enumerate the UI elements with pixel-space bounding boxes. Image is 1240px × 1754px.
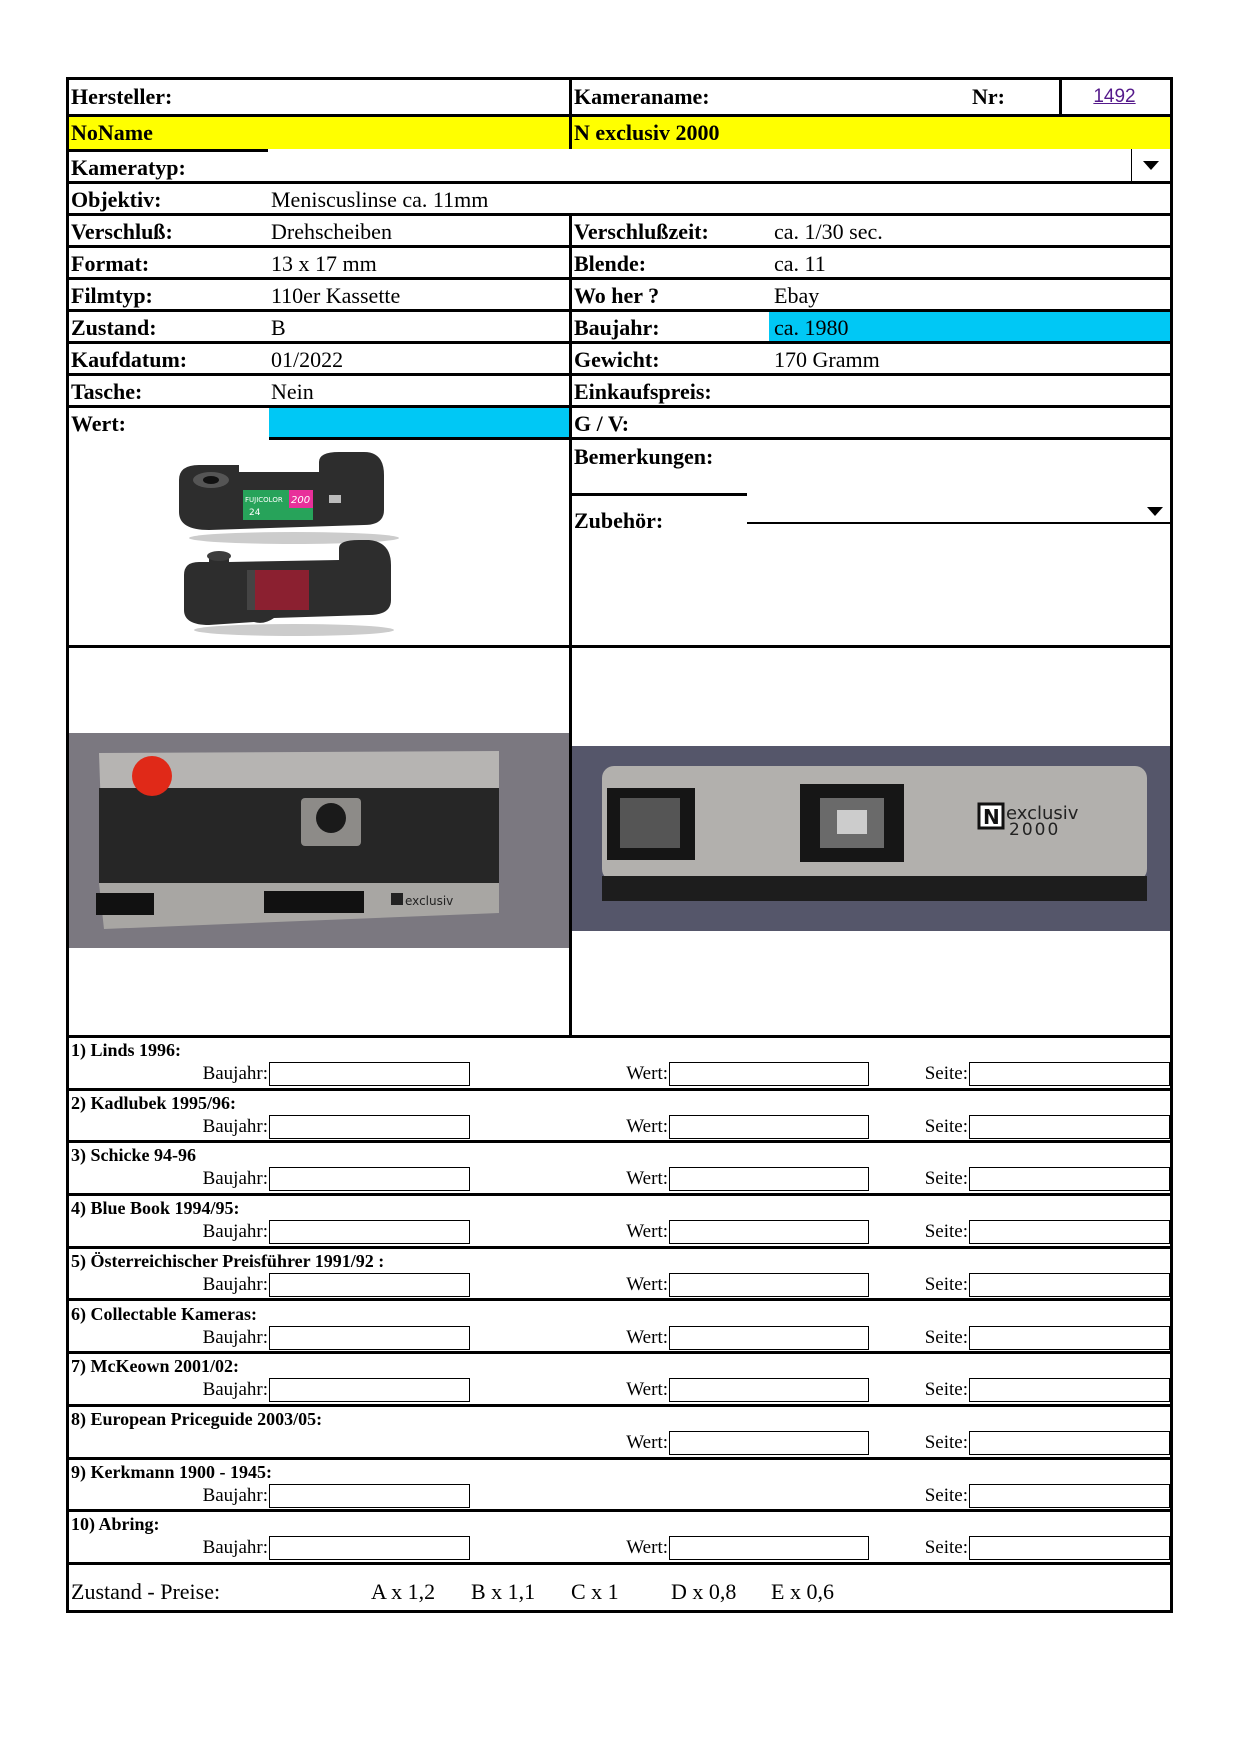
price-guide-row: [69, 1354, 1170, 1407]
seite-label: Seite:: [924, 1379, 968, 1401]
price-guide-row: [69, 1249, 1170, 1302]
price-factor-c: C x 1: [571, 1579, 619, 1604]
price-guide-title: 9) Kerkmann 1900 - 1945:: [71, 1461, 272, 1482]
baujahr-input[interactable]: [269, 1378, 470, 1402]
header-label-row: [69, 80, 1170, 117]
price-factor-e: E x 0,6: [771, 1579, 834, 1604]
header-value-row: [69, 117, 1170, 149]
wert-label: Wert:: [626, 1431, 668, 1453]
camera-top-photo: [69, 733, 569, 948]
nr-cell: [1059, 80, 1167, 117]
objektiv-label: Objektiv:: [71, 187, 162, 212]
zustand-label: Zustand:: [71, 315, 157, 340]
kameratyp-row: [69, 149, 1170, 184]
price-guide-title: 8) European Priceguide 2003/05:: [71, 1408, 323, 1429]
price-guide-row: [69, 1302, 1170, 1355]
film-speed-text: 200: [291, 495, 311, 506]
price-guide-row: [69, 1460, 1170, 1513]
camera-front-photo: [572, 746, 1170, 931]
price-factor-a: A x 1,2: [371, 1579, 436, 1604]
baujahr-input[interactable]: [269, 1220, 470, 1244]
film-count-text: 24: [249, 508, 261, 518]
kaufdatum-row: [69, 344, 1170, 376]
gv-label: G / V:: [574, 411, 630, 436]
baujahr-label: Baujahr:: [202, 1221, 268, 1243]
wert-label: Wert:: [626, 1273, 668, 1295]
wert-input[interactable]: [669, 1431, 869, 1455]
seite-label: Seite:: [924, 1484, 968, 1506]
wert-input[interactable]: [669, 1273, 869, 1297]
seite-input[interactable]: [969, 1326, 1170, 1350]
price-guide-row: [69, 1407, 1170, 1460]
upper-content-area: [69, 440, 1170, 648]
format-label: Format:: [71, 251, 150, 276]
wert-input[interactable]: [669, 1062, 869, 1086]
verschluss-row: [69, 216, 1170, 248]
format-value: 13 x 17 mm: [271, 251, 377, 276]
price-guide-row: [69, 1143, 1170, 1196]
kaufdatum-value: 01/2022: [271, 347, 344, 372]
nr-label: Nr:: [972, 84, 1005, 109]
objektiv-row: [69, 184, 1170, 216]
tasche-row: [69, 376, 1170, 408]
wert-input[interactable]: [669, 1220, 869, 1244]
camera-model-text: 2000: [1009, 820, 1061, 840]
zustand-row: [69, 312, 1170, 344]
camera-logo-letter: N: [983, 805, 1000, 829]
price-guide-title: 4) Blue Book 1994/95:: [71, 1198, 240, 1219]
chevron-down-icon: [1143, 161, 1159, 170]
camera-record-sheet: [66, 77, 1173, 1613]
seite-input[interactable]: [969, 1273, 1170, 1297]
baujahr-label: Baujahr:: [202, 1537, 268, 1559]
gewicht-label: Gewicht:: [574, 347, 660, 372]
price-guide-title: 5) Österreichischer Preisführer 1991/92 :: [71, 1250, 385, 1271]
kameratyp-dropdown[interactable]: [1131, 149, 1171, 181]
gewicht-value: 170 Gramm: [774, 347, 880, 372]
price-guide-title: 7) McKeown 2001/02:: [71, 1356, 239, 1377]
kameraname-label: Kameraname:: [574, 84, 710, 109]
baujahr-input[interactable]: [269, 1484, 470, 1508]
baujahr-label: Baujahr:: [202, 1484, 268, 1506]
price-guide-title: 3) Schicke 94-96: [71, 1145, 196, 1166]
kameratyp-label: Kameratyp:: [71, 155, 186, 180]
wert-label: Wert:: [626, 1326, 668, 1348]
wert-input[interactable]: [669, 1378, 869, 1402]
tasche-value: Nein: [271, 379, 314, 404]
baujahr-label: Baujahr:: [202, 1168, 268, 1190]
seite-input[interactable]: [969, 1220, 1170, 1244]
zustand-value: B: [271, 315, 286, 340]
baujahr-input[interactable]: [269, 1326, 470, 1350]
seite-input[interactable]: [969, 1062, 1170, 1086]
filmtyp-value: 110er Kassette: [271, 283, 401, 308]
price-factor-b: B x 1,1: [471, 1579, 536, 1604]
baujahr-input[interactable]: [269, 1273, 470, 1297]
seite-input[interactable]: [969, 1484, 1170, 1508]
seite-label: Seite:: [924, 1431, 968, 1453]
format-row: [69, 248, 1170, 280]
wert-label: Wert:: [626, 1221, 668, 1243]
seite-input[interactable]: [969, 1536, 1170, 1560]
baujahr-value: ca. 1980: [774, 315, 849, 340]
baujahr-label: Baujahr:: [202, 1273, 268, 1295]
hersteller-label: Hersteller:: [71, 84, 173, 109]
zustand-preise-label: Zustand - Preise:: [71, 1579, 221, 1604]
wert-label: Wert:: [626, 1379, 668, 1401]
seite-input[interactable]: [969, 1378, 1170, 1402]
baujahr-label: Baujahr:: [202, 1326, 268, 1348]
seite-label: Seite:: [924, 1273, 968, 1295]
seite-input[interactable]: [969, 1167, 1170, 1191]
bemerkungen-label: Bemerkungen:: [574, 444, 714, 469]
wert-label: Wert:: [626, 1168, 668, 1190]
wert-label: Wert:: [626, 1115, 668, 1137]
wert-label: Wert:: [626, 1537, 668, 1559]
footer-row: [69, 1577, 1170, 1610]
baujahr-input[interactable]: [269, 1536, 470, 1560]
wert-label: Wert:: [71, 411, 126, 436]
einkaufspreis-label: Einkaufspreis:: [574, 379, 712, 404]
chevron-down-icon[interactable]: [1147, 507, 1163, 516]
zubehoer-dropdown[interactable]: [747, 522, 1170, 524]
wert-row: [69, 408, 1170, 440]
camera-brand-text: exclusiv: [405, 894, 454, 908]
baujahr-label: Baujahr:: [202, 1379, 268, 1401]
wert-label: Wert:: [626, 1063, 668, 1084]
seite-input[interactable]: [969, 1115, 1170, 1139]
film-brand-text: FUJICOLOR: [245, 496, 283, 504]
seite-input[interactable]: [969, 1431, 1170, 1455]
woher-value: Ebay: [774, 283, 820, 308]
wert-input[interactable]: [669, 1536, 869, 1560]
zubehoer-label: Zubehör:: [574, 508, 664, 533]
baujahr-input[interactable]: [269, 1167, 470, 1191]
kameraname-value: N exclusiv 2000: [574, 120, 720, 145]
verschlusszeit-label: Verschlußzeit:: [574, 219, 709, 244]
film-cassette-photo: [169, 450, 419, 642]
filmtyp-label: Filmtyp:: [71, 283, 153, 308]
price-guide-title: 1) Linds 1996:: [71, 1040, 182, 1060]
price-guide-row: [69, 1512, 1170, 1565]
price-guide-row: [69, 1038, 1170, 1091]
verschlusszeit-value: ca. 1/30 sec.: [774, 219, 883, 244]
woher-label: Wo her ?: [574, 283, 660, 308]
price-guide-row: [69, 1091, 1170, 1144]
seite-label: Seite:: [924, 1537, 968, 1559]
baujahr-label: Baujahr:: [202, 1063, 268, 1084]
seite-label: Seite:: [924, 1115, 968, 1137]
verschluss-value: Drehscheiben: [271, 219, 392, 244]
nr-link[interactable]: 1492: [1093, 86, 1136, 107]
baujahr-input[interactable]: [269, 1115, 470, 1139]
wert-value-cell: [269, 408, 569, 437]
objektiv-value: Meniscuslinse ca. 11mm: [271, 187, 489, 212]
price-guide-title: 10) Abring:: [71, 1514, 160, 1535]
blende-label: Blende:: [574, 251, 647, 276]
baujahr-label: Baujahr:: [574, 315, 660, 340]
seite-label: Seite:: [924, 1063, 968, 1084]
camera-photo-area: [69, 648, 1170, 1038]
filmtyp-row: [69, 280, 1170, 312]
wert-input[interactable]: [669, 1326, 869, 1350]
kaufdatum-label: Kaufdatum:: [71, 347, 188, 372]
seite-label: Seite:: [924, 1326, 968, 1348]
price-guide-row: [69, 1196, 1170, 1249]
price-guide-title: 6) Collectable Kameras:: [71, 1303, 257, 1324]
baujahr-input[interactable]: [269, 1062, 470, 1086]
tasche-label: Tasche:: [71, 379, 143, 404]
seite-label: Seite:: [924, 1221, 968, 1243]
price-guide-title: 2) Kadlubek 1995/96:: [71, 1092, 237, 1113]
price-factor-d: D x 0,8: [671, 1579, 737, 1604]
seite-label: Seite:: [924, 1168, 968, 1190]
baujahr-label: Baujahr:: [202, 1115, 268, 1137]
wert-input[interactable]: [669, 1115, 869, 1139]
wert-input[interactable]: [669, 1167, 869, 1191]
camera-name-text: exclusiv: [1006, 803, 1079, 824]
hersteller-value: NoName: [71, 120, 153, 145]
blende-value: ca. 11: [774, 251, 826, 276]
verschluss-label: Verschluß:: [71, 219, 173, 244]
